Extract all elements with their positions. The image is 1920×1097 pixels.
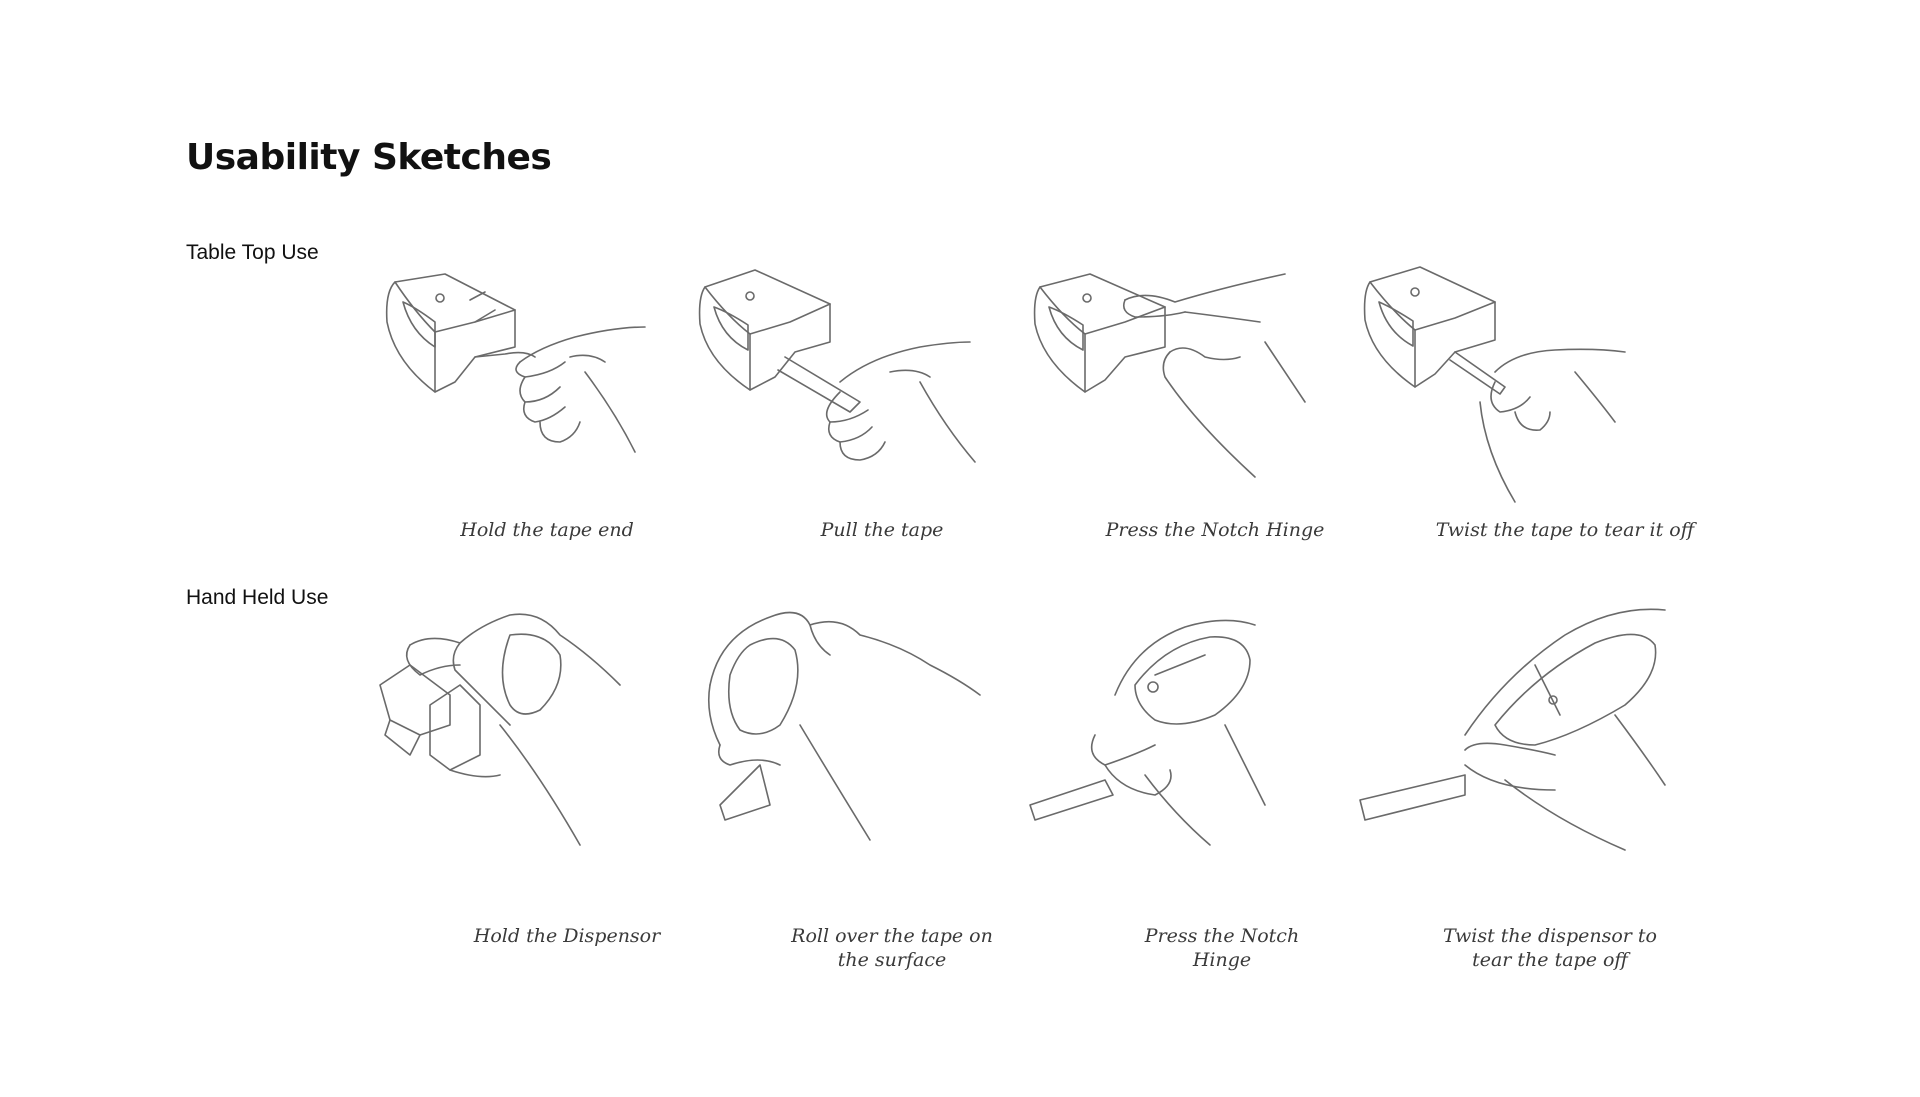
section-label-hand-held-use: Hand Held Use [186, 586, 329, 609]
caption-twist-the-tape: Twist the tape to tear it off [1435, 519, 1695, 541]
caption-roll-over-the-tape: Roll over the tape on the surface [791, 925, 993, 971]
hand-holding-dispenser-sketch [370, 605, 700, 855]
hand-pulling-tape-sketch [690, 262, 1020, 512]
caption-press-the-notch-hinge: Press the Notch Hinge [1105, 519, 1325, 541]
thumb-pressing-notch-hinge-sketch [1025, 605, 1355, 855]
hand-twisting-dispenser-sketch [1355, 605, 1685, 855]
caption-hold-the-dispensor: Hold the Dispensor [473, 925, 661, 947]
caption-pull-the-tape: Pull the tape [820, 519, 944, 541]
caption-twist-the-dispensor: Twist the dispensor to tear the tape off [1443, 925, 1657, 971]
hand-rolling-dispenser-sketch [700, 605, 1030, 855]
page-title: Usability Sketches [186, 137, 552, 178]
hand-holding-tape-end-sketch [375, 262, 705, 512]
hand-twisting-tape-sketch [1355, 262, 1685, 512]
finger-pressing-notch-hinge-sketch [1025, 262, 1355, 512]
caption-press-the-notch-hinge-handheld: Press the Notch Hinge [1144, 925, 1300, 971]
section-label-table-top-use: Table Top Use [186, 241, 319, 264]
caption-hold-the-tape-end: Hold the tape end [460, 519, 634, 541]
